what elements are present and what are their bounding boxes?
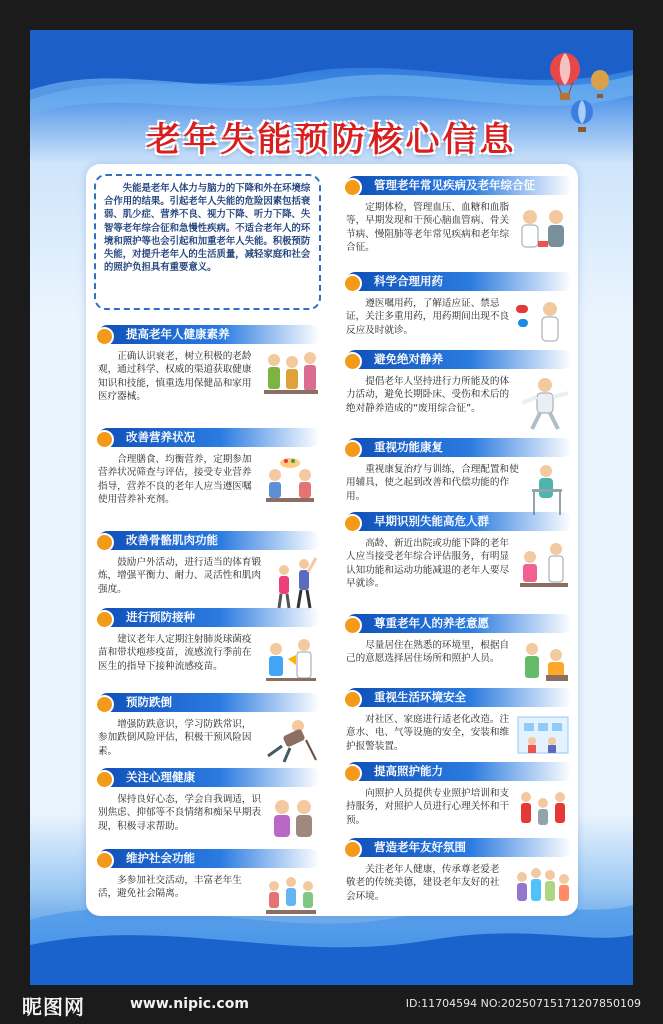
walker-aid-illustration [526,461,572,517]
section-text: 对社区、家庭进行适老化改造。注意水、电、气等设施的安全，安装和维护报警装置。 [346,714,510,752]
section-text: 合理膳食、均衡营养，定期参加营养状况筛查与评估，接受专业营养指导，营养不良的老年人应当遵医嘱使用营养补充剂。 [98,454,252,506]
caregiver-training-illustration [514,785,572,839]
section-mental-health [98,768,320,845]
section-header: 重视功能康复 [346,438,572,457]
image-id: ID:11704594 NO:20250715171207850109 [405,997,641,1010]
section-respect-wishes [346,614,572,687]
section-header: 科学合理用药 [346,272,572,291]
section-rehabilitation [346,438,572,517]
section-header: 改善营养状况 [98,428,320,447]
section-header: 重视生活环境安全 [346,688,572,707]
site-url: www.nipic.com [130,996,249,1012]
hot-air-balloon-icon [590,70,610,100]
doctor-checkup-illustration [514,199,572,261]
section-text: 尽量居住在熟悉的环境里，根据自己的意愿选择居住场所和照护人员。 [346,640,510,665]
vaccination-illustration [262,631,320,689]
meal-illustration [260,451,320,511]
section-environment-safety [346,688,572,761]
exercise-illustration [270,554,320,612]
section-header: 提高照护能力 [346,762,572,781]
section-friendly-atmosphere [346,838,572,913]
elderly-group-illustration [260,348,320,408]
section-header: 营造老年友好氛围 [346,838,572,857]
tai-chi-illustration [518,373,572,433]
family-group-illustration [512,861,572,913]
hot-air-balloon-icon [548,52,582,102]
intro-box: 失能是老年人体力与脑力的下降和外在环境综合作用的结果。引起老年人失能的危险因素包括衰弱、肌少症、营养不良、视力下降、听力下降、失智等老年综合征和急慢性疾病。不适合老年人的环境和照护等也会引起和加重老年人失能。积极预防失能，对提升老年人的生活质量，减轻家庭和社会的照护负担具有重要意义。 [94,174,321,310]
falling-person-illustration [262,716,320,768]
section-text: 遵医嘱用药，了解适应证、禁忌证，关注多重用药，用药期间出现不良反应及时就诊。 [346,298,510,336]
section-nutrition [98,428,320,511]
elderly-couple-illustration [266,791,320,845]
section-header: 预防跌倒 [98,693,320,712]
section-header: 关注心理健康 [98,768,320,787]
section-header: 管理老年常见疾病及老年综合征 [346,176,572,195]
section-text: 重视康复治疗与训练，合理配置和使用辅具，使之起到改善和代偿功能的作用。 [346,464,519,502]
section-text: 正确认识衰老，树立积极的老龄观，通过科学、权威的渠道获取健康知识和技能，慎重选用保健品和家用医疗器械。 [98,351,252,403]
section-header: 避免绝对静养 [346,350,572,369]
section-text: 向照护人员提供专业照护培训和支持服务，对照护人员进行心理关怀和干预。 [346,788,510,826]
section-text: 保持良好心态，学会自我调适，识别焦虑、抑郁等不良情绪和痴呆早期表现，积极寻求帮助。 [98,794,262,832]
pharmacist-illustration [514,295,572,347]
section-high-risk-identification [346,512,572,595]
section-header: 提高老年人健康素养 [98,325,320,344]
section-text: 鼓励户外活动，进行适当的体育锻炼，增强平衡力、耐力、灵活性和肌肉强度。 [98,557,262,595]
section-header: 维护社会功能 [98,849,320,868]
section-fall-prevention [98,693,320,768]
site-logo: 昵图网 [22,995,85,1019]
section-text: 定期体检，管理血压、血糖和血脂等，早期发现和干预心脑血管病、骨关节病、慢阻肺等老年常见疾病和老年综合征。 [346,202,510,254]
section-vaccination [98,608,320,689]
section-health-literacy [98,325,320,408]
section-text: 建议老年人定期注射肺炎球菌疫苗和带状疱疹疫苗，流感流行季前在医生的指导下接种流感疫苗。 [98,634,252,672]
section-text: 提倡老年人坚持进行力所能及的体力活动，避免长期卧床、受伤和术后的绝对静养造成的“废用综合征”。 [346,376,510,414]
section-social-function [98,849,320,922]
section-chronic-disease [346,176,572,261]
home-care-illustration [516,637,572,687]
watermark-footer [0,985,663,1024]
section-text: 关注老年人健康，传承尊老爱老敬老的传统美德，建设老年友好的社会环境。 [346,864,500,902]
assessment-illustration [516,535,572,595]
section-medication [346,272,572,347]
section-text: 高龄、新近出院或功能下降的老年人应当接受老年综合评估服务，有明显认知功能和运动功能减退的老年人要尽早就诊。 [346,538,510,590]
section-text: 增强防跌意识，学习防跌常识，参加跌倒风险评估，积极干预风险因素。 [98,719,252,757]
community-building-illustration [514,711,572,761]
section-header: 改善骨骼肌肉功能 [98,531,320,550]
poster-title: 老年失能预防核心信息 [146,120,517,160]
section-header: 进行预防接种 [98,608,320,627]
section-header: 尊重老年人的养老意愿 [346,614,572,633]
section-text: 多参加社交活动，丰富老年生活，避免社会隔离。 [98,875,242,900]
section-musculoskeletal [98,531,320,612]
section-care-ability [346,762,572,839]
section-avoid-bed-rest [346,350,572,433]
social-activity-illustration [262,872,320,922]
section-header: 早期识别失能高危人群 [346,512,572,531]
